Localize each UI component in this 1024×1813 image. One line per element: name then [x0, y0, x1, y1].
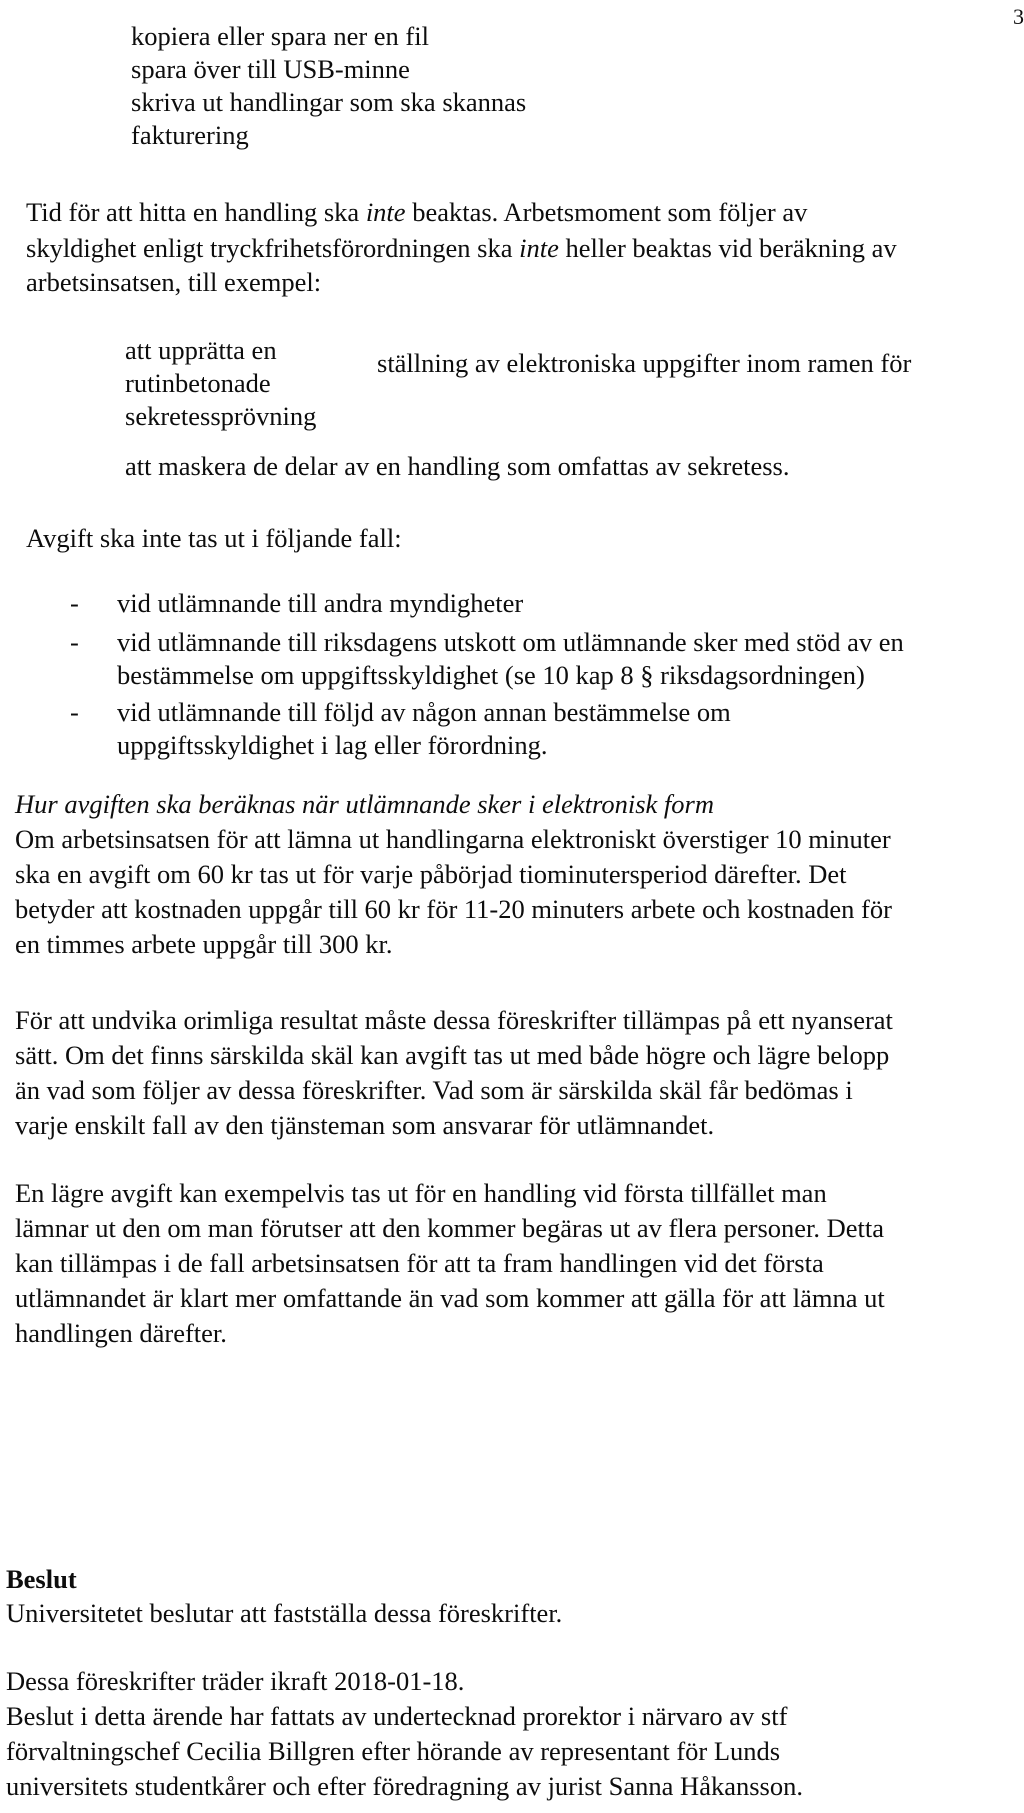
list-item: kopiera eller spara ner en fil: [131, 21, 429, 51]
paragraph-line: En lägre avgift kan exempelvis tas ut för en handling vid första tillfället man: [15, 1178, 827, 1208]
list-item: ställning av elektroniska uppgifter inom ramen för: [377, 348, 912, 378]
text-span: Tid för att hitta en handling ska: [26, 197, 366, 227]
paragraph-line: handlingen därefter.: [15, 1318, 227, 1348]
paragraph-line: Beslut i detta ärende har fattats av undertecknad prorektor i närvaro av stf: [6, 1701, 788, 1731]
list-item: spara över till USB-minne: [131, 54, 410, 84]
text-span: skyldighet enligt tryckfrihetsförordningen ska: [26, 233, 520, 263]
paragraph-line: [26, 196, 807, 229]
text-span: beaktas. Arbetsmoment som följer av: [405, 197, 808, 227]
paragraph-line: förvaltningschef Cecilia Billgren efter hörande av representant för Lunds: [6, 1736, 781, 1766]
effective-date: Dessa föreskrifter träder ikraft 2018-01-18.: [6, 1666, 465, 1696]
paragraph-line: än vad som följer av dessa föreskrifter. Vad som är särskilda skäl får bedömas i: [15, 1075, 853, 1105]
paragraph-line: Om arbetsinsatsen för att lämna ut handlingarna elektroniskt överstiger 10 minuter: [15, 824, 891, 854]
paragraph-line: en timmes arbete uppgår till 300 kr.: [15, 929, 393, 959]
list-item: vid utlämnande till riksdagens utskott om utlämnande sker med stöd av en: [117, 627, 904, 657]
list-item: fakturering: [131, 120, 249, 150]
paragraph-line: Universitetet beslutar att fastställa dessa föreskrifter.: [6, 1598, 563, 1628]
text-span: heller beaktas vid beräkning av: [558, 233, 897, 263]
paragraph-line: arbetsinsatsen, till exempel:: [26, 267, 322, 297]
decision-heading: Beslut: [6, 1564, 77, 1594]
emphasis: inte: [519, 233, 559, 263]
paragraph-line: ska en avgift om 60 kr tas ut för varje påbörjad tiominutersperiod därefter. Det: [15, 859, 847, 889]
page-number: 3: [1013, 4, 1024, 29]
paragraph-line: sätt. Om det finns särskilda skäl kan avgift tas ut med både högre och lägre belopp: [15, 1040, 890, 1070]
list-item: uppgiftsskyldighet i lag eller förordning.: [117, 730, 548, 760]
paragraph-line: För att undvika orimliga resultat måste dessa föreskrifter tillämpas på ett nyanserat: [15, 1005, 893, 1035]
list-dash: -: [70, 588, 79, 618]
section-heading: Hur avgiften ska beräknas när utlämnande sker i elektronisk form: [15, 789, 714, 819]
list-item: sekretessprövning: [125, 401, 317, 431]
list-item: rutinbetonade: [125, 368, 271, 398]
paragraph-line: kan tillämpas i de fall arbetsinsatsen för att ta fram handlingen vid det första: [15, 1248, 824, 1278]
paragraph-line: betyder att kostnaden uppgår till 60 kr för 11-20 minuters arbete och kostnaden för: [15, 894, 892, 924]
list-item: skriva ut handlingar som ska skannas: [131, 87, 527, 117]
paragraph-line: utlämnandet är klart mer omfattande än vad som kommer att gälla för att lämna ut: [15, 1283, 885, 1313]
list-item: att maskera de delar av en handling som omfattas av sekretess.: [125, 451, 790, 481]
list-item: vid utlämnande till följd av någon annan bestämmelse om: [117, 697, 731, 727]
paragraph-line: varje enskilt fall av den tjänsteman som ansvarar för utlämnandet.: [15, 1110, 715, 1140]
section-intro: Avgift ska inte tas ut i följande fall:: [26, 523, 402, 553]
paragraph-line: lämnar ut den om man förutser att den kommer begäras ut av flera personer. Detta: [15, 1213, 885, 1243]
list-dash: -: [70, 697, 79, 727]
list-item: vid utlämnande till andra myndigheter: [117, 588, 524, 618]
list-item: bestämmelse om uppgiftsskyldighet (se 10 kap 8 § riksdagsordningen): [117, 660, 865, 690]
paragraph-line: [26, 232, 897, 265]
paragraph-line: universitets studentkårer och efter föredragning av jurist Sanna Håkansson.: [6, 1771, 803, 1801]
list-dash: -: [70, 627, 79, 657]
list-item: att upprätta en: [125, 335, 277, 365]
emphasis: inte: [365, 197, 406, 227]
